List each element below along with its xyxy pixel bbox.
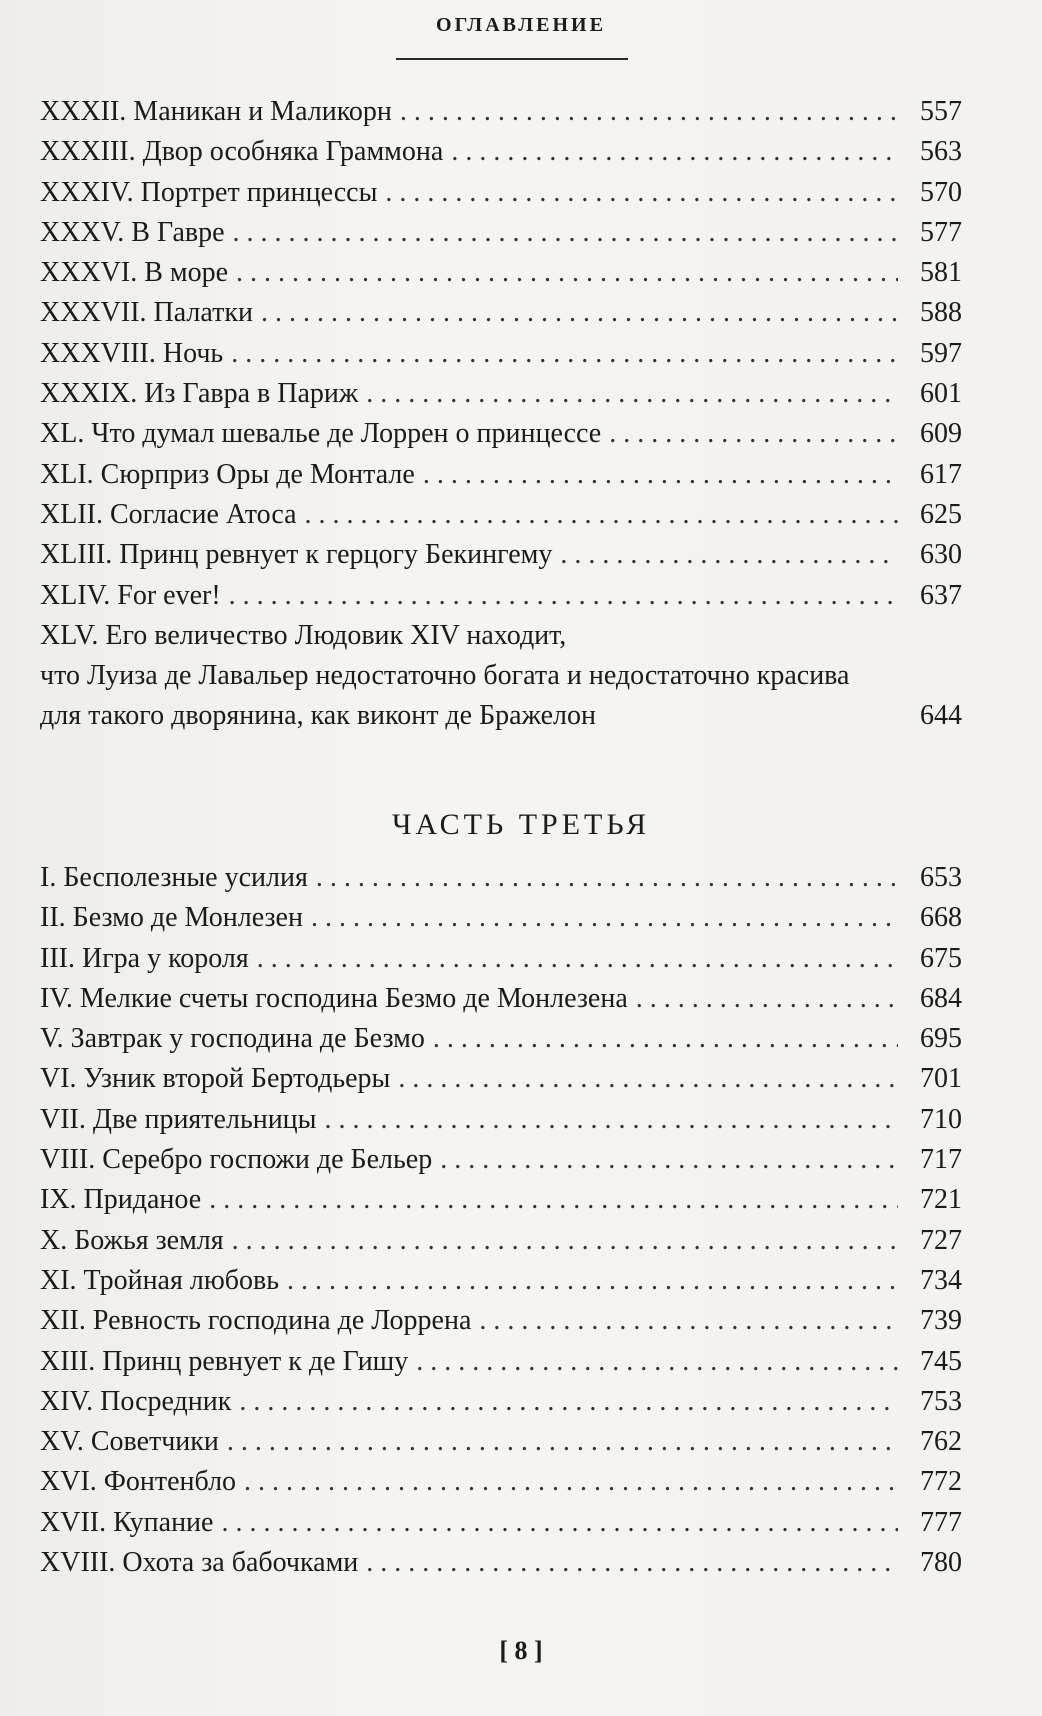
toc-entry bbox=[40, 132, 962, 172]
toc-entry-title: XXXII. Маникан и Маликорн bbox=[40, 96, 392, 127]
dot-leader bbox=[366, 374, 898, 414]
toc-entry bbox=[40, 1140, 962, 1180]
toc-entry-title: XVI. Фонтенбло bbox=[40, 1466, 237, 1498]
toc-entry-title: XXXVI. В море bbox=[40, 257, 229, 289]
dot-leader bbox=[385, 173, 898, 213]
toc-entry-page: 727 bbox=[920, 1224, 962, 1256]
toc-entry-title: XIII. Принц ревнует к де Гишу bbox=[40, 1345, 409, 1377]
toc-entry bbox=[40, 455, 962, 495]
toc-entry-page: 734 bbox=[920, 1264, 962, 1296]
toc-entry-page: 601 bbox=[920, 378, 962, 410]
toc-entry-page: 557 bbox=[920, 96, 962, 127]
toc-entry-page: 762 bbox=[920, 1426, 962, 1458]
toc-entry-title: VIII. Серебро госпожи де Бельер bbox=[40, 1144, 433, 1176]
dot-leader bbox=[423, 455, 898, 495]
toc-entry bbox=[40, 1019, 962, 1059]
dot-leader bbox=[305, 495, 898, 535]
toc-entry-page: 617 bbox=[920, 458, 962, 490]
toc-entry-title: XL. Что думал шевалье де Лоррен о принцессе bbox=[40, 418, 602, 450]
toc-entry bbox=[40, 1180, 962, 1220]
dot-leader bbox=[366, 1543, 898, 1583]
toc-entry-page: 710 bbox=[920, 1103, 962, 1135]
dot-leader bbox=[560, 535, 898, 575]
toc-entry bbox=[40, 374, 962, 414]
dot-leader bbox=[244, 1462, 898, 1502]
toc-entry-title-line-2: что Луиза де Лавальер недостаточно богата и недостаточно красива bbox=[40, 660, 850, 692]
dot-leader bbox=[221, 1503, 898, 1543]
toc-entry-title: XIV. Посредник bbox=[40, 1385, 232, 1417]
toc-entry-title: XI. Тройная любовь bbox=[40, 1264, 279, 1296]
toc-entry bbox=[40, 253, 962, 293]
toc-entry-page: 701 bbox=[920, 1063, 962, 1095]
toc-entry bbox=[40, 1100, 962, 1140]
toc-entry-page: 588 bbox=[920, 297, 962, 329]
toc-entry-multiline bbox=[40, 616, 962, 737]
toc-entry-page: 745 bbox=[920, 1345, 962, 1377]
toc-entry-title-line-1: XLV. Его величество Людовик XIV находит, bbox=[40, 619, 567, 651]
toc-entry-title: XXXV. В Гавре bbox=[40, 216, 225, 248]
toc-entry-page: 753 bbox=[920, 1385, 962, 1417]
toc-entry-title: III. Игра у короля bbox=[40, 942, 249, 974]
toc-entry-page: 739 bbox=[920, 1305, 962, 1337]
toc-entry-title: II. Безмо де Монлезен bbox=[40, 902, 303, 934]
toc-entry bbox=[40, 1059, 962, 1099]
part-heading: ЧАСТЬ ТРЕТЬЯ bbox=[391, 808, 651, 841]
dot-leader bbox=[227, 1422, 898, 1462]
toc-entry-page: 675 bbox=[920, 942, 962, 974]
dot-leader bbox=[239, 1382, 898, 1422]
toc-entry bbox=[40, 495, 962, 535]
dot-leader bbox=[636, 979, 898, 1019]
toc-entry bbox=[40, 939, 962, 979]
toc-entry bbox=[40, 535, 962, 575]
toc-entry-page: 684 bbox=[920, 982, 962, 1014]
toc-entry-page: 577 bbox=[920, 216, 962, 248]
dot-leader bbox=[261, 293, 898, 333]
dot-leader bbox=[209, 1180, 898, 1220]
toc-entry bbox=[40, 334, 962, 374]
toc-list-part-two bbox=[40, 92, 962, 737]
toc-entry-title: XLIV. For ever! bbox=[40, 579, 221, 611]
toc-entry-page: 630 bbox=[920, 539, 962, 571]
toc-entry bbox=[40, 979, 962, 1019]
toc-entry-page: 581 bbox=[920, 257, 962, 289]
toc-entry-page: 780 bbox=[920, 1547, 962, 1579]
toc-entry-page: 721 bbox=[920, 1184, 962, 1216]
dot-leader bbox=[236, 253, 898, 293]
dot-leader bbox=[229, 576, 898, 616]
toc-entry bbox=[40, 1382, 962, 1422]
toc-entry-page: 717 bbox=[920, 1144, 962, 1176]
toc-entry-title: XVIII. Охота за бабочками bbox=[40, 1547, 359, 1579]
toc-entry bbox=[40, 898, 962, 938]
dot-leader bbox=[287, 1261, 898, 1301]
toc-entry bbox=[40, 1543, 962, 1583]
toc-entry-title: XXXVII. Палатки bbox=[40, 297, 253, 329]
dot-leader bbox=[440, 1140, 898, 1180]
toc-entry-page: 637 bbox=[920, 579, 962, 611]
toc-entry-title: VI. Узник второй Бертодьеры bbox=[40, 1063, 391, 1095]
page-title: ОГЛАВЛЕНИЕ bbox=[436, 14, 606, 36]
toc-entry-title: X. Божья земля bbox=[40, 1224, 224, 1256]
dot-leader bbox=[479, 1301, 898, 1341]
toc-entry-title: XLIII. Принц ревнует к герцогу Бекингему bbox=[40, 539, 553, 571]
page-number: [ 8 ] bbox=[499, 1636, 543, 1665]
toc-entry bbox=[40, 1221, 962, 1261]
toc-entry-title: XVII. Купание bbox=[40, 1506, 214, 1538]
toc-entry bbox=[40, 1462, 962, 1502]
toc-entry-page: 597 bbox=[920, 337, 962, 369]
toc-entry bbox=[40, 213, 962, 253]
toc-entry-title: XXXIII. Двор особняка Граммона bbox=[40, 136, 444, 168]
toc-entry bbox=[40, 858, 962, 898]
toc-entry-title: IV. Мелкие счеты господина Безмо де Монлезена bbox=[40, 982, 628, 1014]
dot-leader bbox=[451, 132, 898, 172]
dot-leader bbox=[609, 414, 898, 454]
toc-entry-title: XLI. Сюрприз Оры де Монтале bbox=[40, 458, 415, 490]
dot-leader bbox=[232, 1221, 898, 1261]
toc-entry bbox=[40, 1503, 962, 1543]
toc-entry-page: 772 bbox=[920, 1466, 962, 1498]
toc-entry-page: 653 bbox=[920, 862, 962, 893]
toc-entry-title: XV. Советчики bbox=[40, 1426, 219, 1458]
toc-entry bbox=[40, 576, 962, 616]
toc-entry bbox=[40, 173, 962, 213]
toc-entry-page: 668 bbox=[920, 902, 962, 934]
toc-list-part-three bbox=[40, 858, 962, 1583]
dot-leader bbox=[231, 334, 898, 374]
dot-leader bbox=[400, 92, 898, 132]
toc-entry-title: XXXIV. Портрет принцессы bbox=[40, 176, 378, 208]
toc-entry-title: V. Завтрак у господина де Безмо bbox=[40, 1023, 425, 1055]
dot-leader bbox=[433, 1019, 898, 1059]
dot-leader bbox=[311, 898, 898, 938]
dot-leader bbox=[416, 1342, 898, 1382]
toc-entry bbox=[40, 1261, 962, 1301]
dot-leader bbox=[398, 1059, 898, 1099]
toc-entry bbox=[40, 414, 962, 454]
toc-entry-title: XXXVIII. Ночь bbox=[40, 337, 224, 369]
toc-entry bbox=[40, 1301, 962, 1341]
toc-entry-title: VII. Две приятельницы bbox=[40, 1103, 317, 1135]
toc-entry-page: 695 bbox=[920, 1023, 962, 1055]
dot-leader bbox=[316, 858, 898, 898]
toc-entry-title: XLII. Согласие Атоса bbox=[40, 498, 297, 530]
toc-entry-title: XXXIX. Из Гавра в Париж bbox=[40, 378, 359, 410]
toc-entry-page: 563 bbox=[920, 136, 962, 168]
toc-entry bbox=[40, 1342, 962, 1382]
header-rule bbox=[396, 58, 628, 60]
toc-entry bbox=[40, 1422, 962, 1462]
dot-leader bbox=[324, 1100, 898, 1140]
toc-entry-title-line-3: для такого дворянина, как виконт де Бражелон bbox=[40, 700, 596, 732]
toc-entry-title: IX. Приданое bbox=[40, 1184, 202, 1216]
toc-entry-page: 625 bbox=[920, 498, 962, 530]
toc-entry-page: 570 bbox=[920, 176, 962, 208]
toc-entry-title: I. Бесполезные усилия bbox=[40, 862, 308, 893]
toc-entry-title: XII. Ревность господина де Лоррена bbox=[40, 1305, 472, 1337]
toc-entry bbox=[40, 92, 962, 132]
dot-leader bbox=[257, 939, 898, 979]
toc-entry bbox=[40, 293, 962, 333]
toc-entry-page: 609 bbox=[920, 418, 962, 450]
toc-entry-page: 777 bbox=[920, 1506, 962, 1538]
toc-entry-page: 644 bbox=[920, 700, 962, 732]
dot-leader bbox=[233, 213, 898, 253]
